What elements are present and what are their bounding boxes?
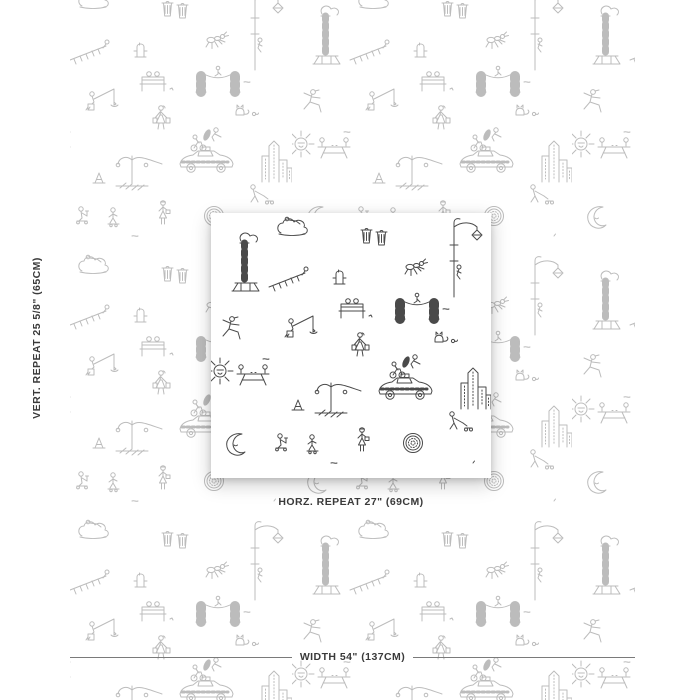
width-line-right: [413, 657, 635, 658]
fabric-swatch: [70, 0, 635, 700]
width-line-left: [70, 657, 292, 658]
repeat-inset: [211, 213, 491, 478]
width-label: WIDTH 54" (137CM): [299, 651, 406, 663]
horizontal-repeat-label: HORZ. REPEAT 27" (69CM): [278, 496, 424, 508]
repeat-inset-pattern: [211, 213, 491, 478]
vertical-repeat-label: VERT. REPEAT 25 5/8" (65CM): [31, 257, 43, 419]
width-annotation: [70, 651, 635, 663]
